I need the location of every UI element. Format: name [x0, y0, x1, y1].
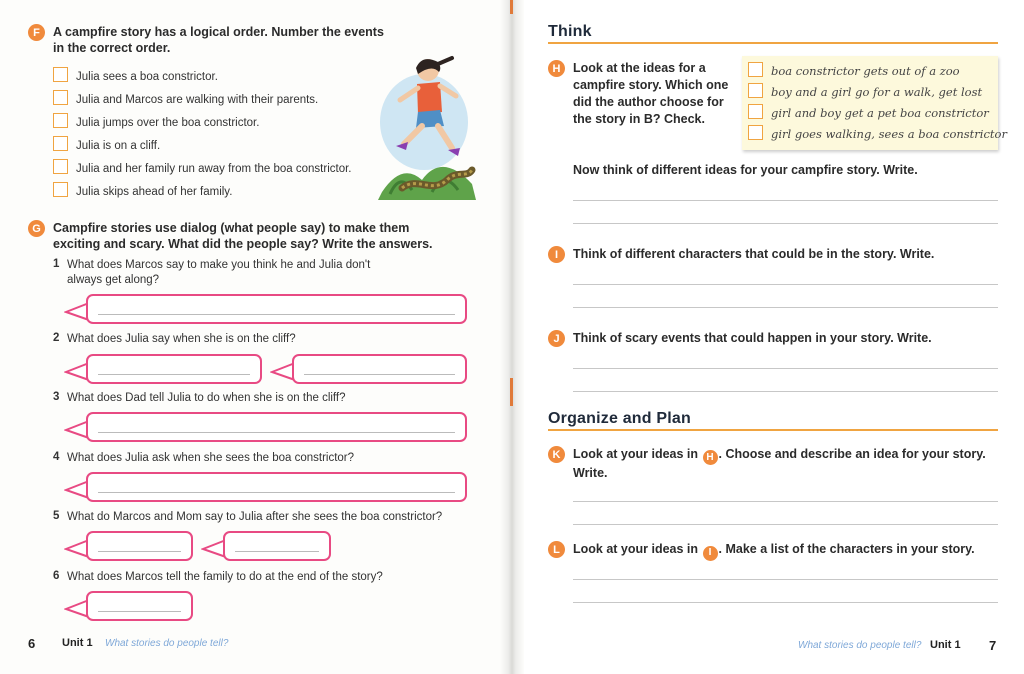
event-number-box-1[interactable]: [53, 67, 68, 82]
idea-checkbox-3[interactable]: [748, 104, 763, 119]
section-k-marker: K: [548, 446, 565, 463]
write-line-j1[interactable]: [573, 368, 998, 369]
section-j-marker: J: [548, 330, 565, 347]
event-text-4: Julia is on a cliff.: [76, 140, 161, 152]
event-number-box-5[interactable]: [53, 159, 68, 174]
section-i-marker: I: [548, 246, 565, 263]
right-page: [512, 0, 1024, 674]
question-number-6: 6: [53, 570, 60, 582]
unit-question-left: What stories do people tell?: [105, 638, 229, 649]
think-heading: Think: [548, 23, 592, 40]
question-text-4: What does Julia ask when she sees the boa constrictor?: [67, 452, 355, 464]
answer-bubble-1[interactable]: [86, 294, 467, 324]
write-line-h1[interactable]: [573, 200, 998, 201]
question-text-2: What does Julia say when she is on the cliff?: [67, 333, 296, 345]
section-l-ref-marker: I: [703, 546, 718, 561]
question-number-4: 4: [53, 451, 60, 463]
organize-plan-heading: Organize and Plan: [548, 410, 691, 427]
section-h-marker: H: [548, 60, 565, 77]
section-k-text-write: Write.: [573, 466, 608, 480]
event-text-5: Julia and her family run away from the boa constrictor.: [76, 163, 352, 175]
section-h-instruction: Look at the ideas for a campfire story. Which one did the author choose for the story in B? Check.: [573, 61, 729, 126]
page-number-left: 6: [28, 636, 36, 651]
unit-label-left: Unit 1: [62, 637, 93, 649]
event-number-box-4[interactable]: [53, 136, 68, 151]
section-g-instruction: Campfire stories use dialog (what people say) to make them exciting and scary. What did the people say? Write the answers.: [53, 221, 433, 251]
idea-option-1: boa constrictor gets out of a zoo: [771, 64, 960, 78]
write-line-i1[interactable]: [573, 284, 998, 285]
ideas-followup-instruction: Now think of different ideas for your campfire story. Write.: [573, 163, 918, 177]
section-i-instruction: Think of different characters that could be in the story. Write.: [573, 247, 935, 261]
event-number-box-3[interactable]: [53, 113, 68, 128]
idea-checkbox-1[interactable]: [748, 62, 763, 77]
answer-bubble-6[interactable]: [86, 591, 193, 621]
girl-jumping-snake-illustration: [372, 52, 484, 200]
answer-bubble-5b[interactable]: [223, 531, 331, 561]
write-line-i2[interactable]: [573, 307, 998, 308]
section-l-marker: L: [548, 541, 565, 558]
unit-label-right: Unit 1: [930, 639, 961, 651]
event-text-3: Julia jumps over the boa constrictor.: [76, 117, 260, 129]
section-g-marker: G: [28, 220, 45, 237]
answer-bubble-4[interactable]: [86, 472, 467, 502]
answer-bubble-2b[interactable]: [292, 354, 467, 384]
event-number-box-2[interactable]: [53, 90, 68, 105]
idea-checkbox-4[interactable]: [748, 125, 763, 140]
idea-checkbox-2[interactable]: [748, 83, 763, 98]
answer-bubble-3[interactable]: [86, 412, 467, 442]
section-j-instruction: Think of scary events that could happen in your story. Write.: [573, 331, 932, 345]
question-text-6: What does Marcos tell the family to do at the end of the story?: [67, 571, 383, 583]
section-l-text-post: . Make a list of the characters in your story.: [718, 542, 975, 556]
idea-option-2: boy and a girl go for a walk, get lost: [771, 85, 983, 99]
event-text-1: Julia sees a boa constrictor.: [76, 71, 218, 83]
event-number-box-6[interactable]: [53, 182, 68, 197]
question-number-1: 1: [53, 258, 60, 270]
page-number-right: 7: [989, 638, 997, 653]
section-k-text-pre: Look at your ideas in: [573, 447, 699, 461]
question-number-2: 2: [53, 332, 60, 344]
write-line-l1[interactable]: [573, 579, 998, 580]
write-line-k2[interactable]: [573, 524, 998, 525]
answer-bubble-2a[interactable]: [86, 354, 262, 384]
question-number-3: 3: [53, 391, 60, 403]
question-text-5: What do Marcos and Mom say to Julia after she sees the boa constrictor?: [67, 511, 443, 523]
left-page: [0, 0, 508, 674]
section-f-instruction: A campfire story has a logical order. Number the events in the correct order.: [53, 25, 384, 55]
idea-option-3: girl and boy get a pet boa constrictor: [771, 106, 989, 120]
answer-bubble-5a[interactable]: [86, 531, 193, 561]
question-number-5: 5: [53, 510, 60, 522]
section-k-ref-marker: H: [703, 450, 718, 465]
think-heading-rule: [548, 42, 998, 44]
unit-question-right: What stories do people tell?: [798, 640, 922, 651]
write-line-j2[interactable]: [573, 391, 998, 392]
idea-option-4: girl goes walking, sees a boa constrictor: [771, 127, 1007, 141]
event-text-6: Julia skips ahead of her family.: [76, 186, 233, 198]
section-l-text-pre: Look at your ideas in: [573, 542, 699, 556]
section-l-instruction: [573, 541, 1003, 561]
question-text-1: What does Marcos say to make you think he and Julia don't always get along?: [67, 259, 371, 286]
event-text-2: Julia and Marcos are walking with their parents.: [76, 94, 319, 106]
write-line-k1[interactable]: [573, 501, 998, 502]
section-f-marker: F: [28, 24, 45, 41]
write-line-h2[interactable]: [573, 223, 998, 224]
question-text-3: What does Dad tell Julia to do when she is on the cliff?: [67, 392, 346, 404]
section-k-instruction: [573, 446, 993, 482]
write-line-l2[interactable]: [573, 602, 998, 603]
organize-heading-rule: [548, 429, 998, 431]
section-k-text-post: . Choose and describe an idea for your story.: [718, 447, 986, 461]
